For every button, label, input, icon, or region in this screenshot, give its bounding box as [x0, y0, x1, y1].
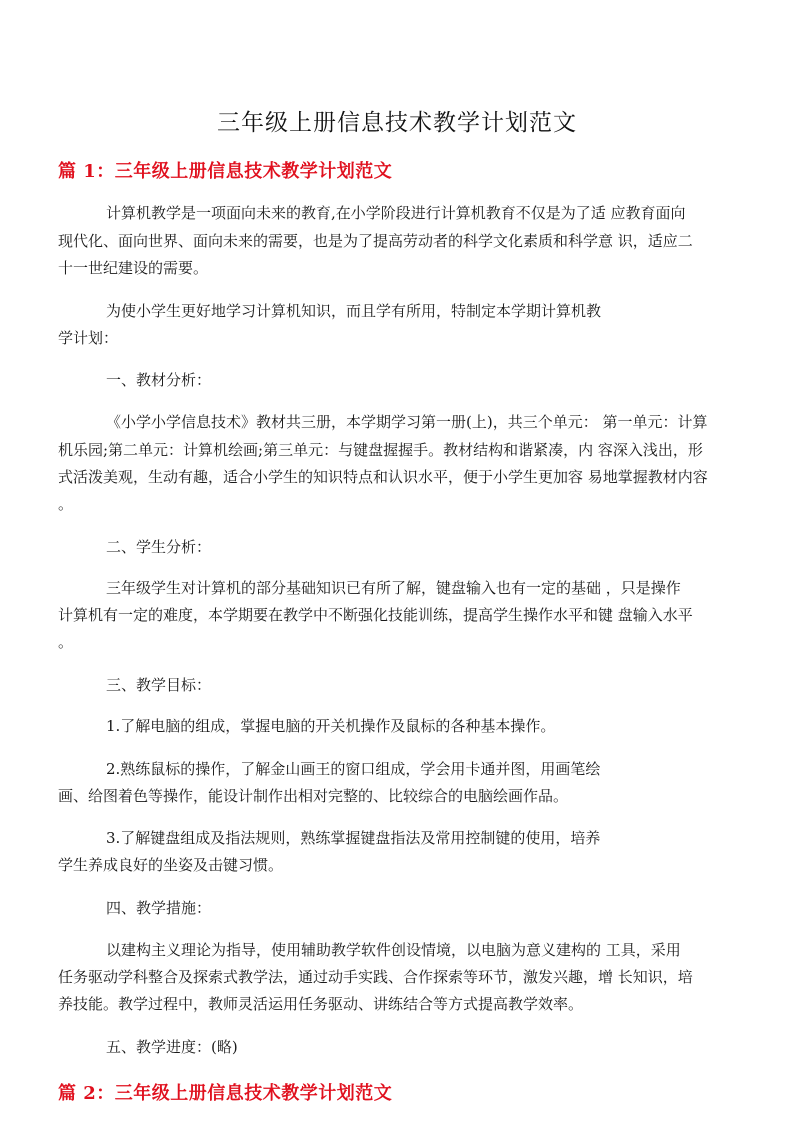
paragraph-line: 十一世纪建设的需要。 [58, 259, 209, 277]
paragraph-line: 计算机教学是一项面向未来的教育,在小学阶段进行计算机教育不仅是为了适 应教育面向 [106, 204, 686, 222]
goal-item-3-line: 3.了解键盘组成及指法规则，熟练掌握键盘指法及常用控制键的使用，培养 [106, 829, 601, 847]
paragraph-line: 。 [58, 633, 74, 651]
document-title: 三年级上册信息技术教学计划范文 [217, 110, 577, 136]
subheading-teaching-schedule: 五、教学进度：(略) [106, 1038, 238, 1056]
paragraph-line: 计算机有一定的难度，本学期要在教学中不断强化技能训练，提高学生操作水平和键 盘输入水平 [58, 606, 693, 624]
goal-item-2-line: 画、给图着色等操作，能设计制作出相对完整的、比较综合的电脑绘画作品。 [58, 787, 569, 805]
paragraph-line: 。 [58, 495, 74, 513]
paragraph-line: 机乐园;第二单元：计算机绘画;第三单元：与键盘握握手。教材结构和谐紧凑，内 容深入浅出，形 [58, 441, 703, 459]
paragraph-line: 以建构主义理论为指导，使用辅助教学软件创设情境，以电脑为意义建构的 工具，采用 [106, 941, 681, 959]
paragraph-line: 养技能。教学过程中，教师灵活运用任务驱动、讲练结合等方式提高教学效率。 [58, 995, 584, 1013]
paragraph-line: 为使小学生更好地学习计算机知识，而且学有所用，特制定本学期计算机教 [106, 302, 602, 320]
section-heading-2: 篇 2：三年级上册信息技术教学计划范文 [58, 1083, 393, 1104]
paragraph-line: 式活泼美观，生动有趣，适合小学生的知识特点和认识水平，便于小学生更加容 易地掌握教材内容 [58, 468, 708, 486]
goal-item-3-line: 学生养成良好的坐姿及击键习惯。 [58, 856, 284, 874]
goal-item-1: 1.了解电脑的组成，掌握电脑的开关机操作及鼠标的各种基本操作。 [106, 717, 556, 735]
subheading-teaching-goals: 三、教学目标： [106, 676, 212, 694]
subheading-teaching-measures: 四、教学措施： [106, 899, 212, 917]
paragraph-line: 任务驱动学科整合及探索式教学法，通过动手实践、合作探索等环节，激发兴趣，增 长知识，培 [58, 968, 693, 986]
section-heading-1: 篇 1：三年级上册信息技术教学计划范文 [58, 161, 393, 182]
paragraph-line: 现代化、面向世界、面向未来的需要，也是为了提高劳动者的科学文化素质和科学意 识，适应二 [58, 232, 693, 250]
paragraph-line: 学计划： [58, 329, 119, 347]
subheading-textbook-analysis: 一、教材分析： [106, 371, 212, 389]
goal-item-2-line: 2.熟练鼠标的操作，了解金山画王的窗口组成，学会用卡通并图，用画笔绘 [106, 760, 601, 778]
subheading-student-analysis: 二、学生分析： [106, 538, 212, 556]
paragraph-line: 《小学小学信息技术》教材共三册，本学期学习第一册(上)，共三个单元： 第一单元：计算 [106, 413, 708, 431]
paragraph-line: 三年级学生对计算机的部分基础知识已有所了解，键盘输入也有一定的基础 ，只是操作 [106, 579, 681, 597]
